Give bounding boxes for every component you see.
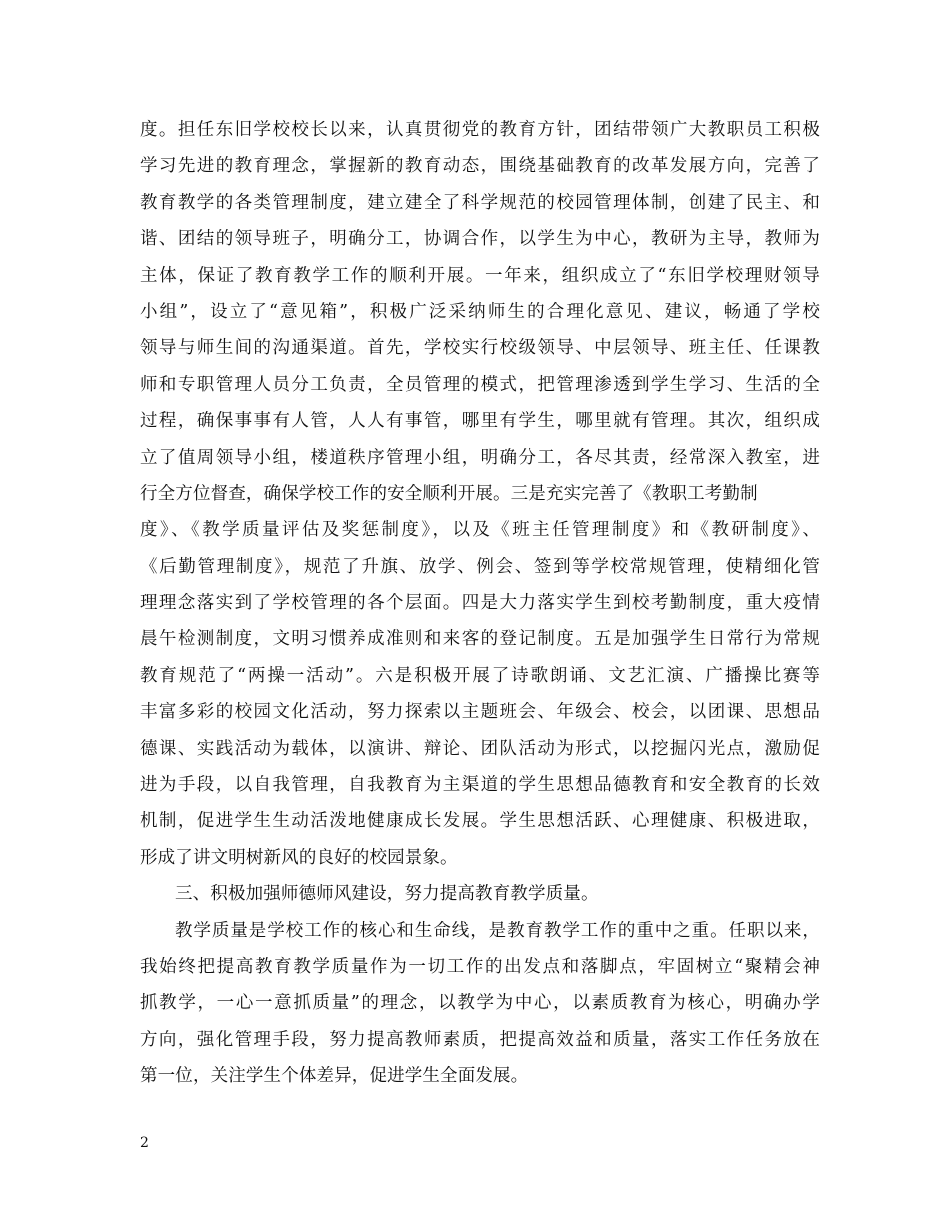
text-line: 谐、团结的领导班子，明确分工，协调合作，以学生为中心，教研为主导，教师为 xyxy=(140,229,820,250)
section-heading: 三、积极加强师德师风建设，努力提高教育教学质量。 xyxy=(175,884,599,905)
text-line: 过程，确保事事有人管，人人有事管，哪里有学生，哪里就有管理。其次，组织成 xyxy=(140,411,820,432)
text-line: 晨午检测制度，文明习惯养成准则和来客的登记制度。五是加强学生日常行为常规 xyxy=(140,629,820,650)
text-line: 师和专职管理人员分工负责，全员管理的模式，把管理渗透到学生学习、生活的全 xyxy=(140,374,820,395)
text-line: 《后勤管理制度》，规范了升旗、放学、例会、签到等学校常规管理，使精细化管 xyxy=(140,556,820,577)
text-line: 教学质量是学校工作的核心和生命线，是教育教学工作的重中之重。任职以来， xyxy=(175,920,820,941)
text-line: 进为手段，以自我管理，自我教育为主渠道的学生思想品德教育和安全教育的长效 xyxy=(140,775,820,796)
page-number: 2 xyxy=(140,1135,149,1151)
text-line: 形成了讲文明树新风的良好的校园景象。 xyxy=(140,847,458,868)
text-line: 第一位，关注学生个体差异，促进学生全面发展。 xyxy=(140,1066,529,1087)
text-line: 方向，强化管理手段，努力提高教师素质，把提高效益和质量，落实工作任务放在 xyxy=(140,1029,820,1050)
text-line: 度。担任东旧学校校长以来，认真贯彻党的教育方针，团结带领广大教职员工积极 xyxy=(140,120,820,140)
text-line: 教育规范了“两操一活动”。六是积极开展了诗歌朗诵、文艺汇演、广播操比赛等 xyxy=(140,665,820,686)
text-line: 丰富多彩的校园文化活动，努力探索以主题班会、年级会、校会，以团课、思想品 xyxy=(140,702,820,723)
text-line: 小组”，设立了“意见箱”，积极广泛采纳师生的合理化意见、建议，畅通了学校 xyxy=(140,301,820,322)
text-line: 领导与师生间的沟通渠道。首先，学校实行校级领导、中层领导、班主任、任课教 xyxy=(140,338,820,359)
text-line: 理理念落实到了学校管理的各个层面。四是大力落实学生到校考勤制度，重大疫情 xyxy=(140,593,820,614)
text-line: 度》、《教学质量评估及奖惩制度》，以及《班主任管理制度》和《教研制度》、 xyxy=(140,520,820,541)
body-text xyxy=(140,112,820,1095)
text-line: 学习先进的教育理念，掌握新的教育动态，围绕基础教育的改革发展方向，完善了 xyxy=(140,156,820,177)
text-line: 德课、实践活动为载体，以演讲、辩论、团队活动为形式，以挖掘闪光点，激励促 xyxy=(140,738,820,759)
text-line: 主体，保证了教育教学工作的顺利开展。一年来，组织成立了“东旧学校理财领导 xyxy=(140,265,820,286)
text-line: 立了值周领导小组，楼道秩序管理小组，明确分工，各尽其责，经常深入教室，进 xyxy=(140,447,820,468)
text-line: 教育教学的各类管理制度，建立建全了科学规范的校园管理体制，创建了民主、和 xyxy=(140,192,820,213)
text-line: 我始终把提高教育教学质量作为一切工作的出发点和落脚点，牢固树立“聚精会神 xyxy=(140,956,820,977)
text-line: 机制，促进学生生动活泼地健康成长发展。学生思想活跃、心理健康、积极进取， xyxy=(140,811,820,832)
text-line: 行全方位督查，确保学校工作的安全顺利开展。三是充实完善了《教职工考勤制 xyxy=(140,483,758,504)
text-line: 抓教学，一心一意抓质量”的理念，以教学为中心，以素质教育为核心，明确办学 xyxy=(140,993,820,1014)
